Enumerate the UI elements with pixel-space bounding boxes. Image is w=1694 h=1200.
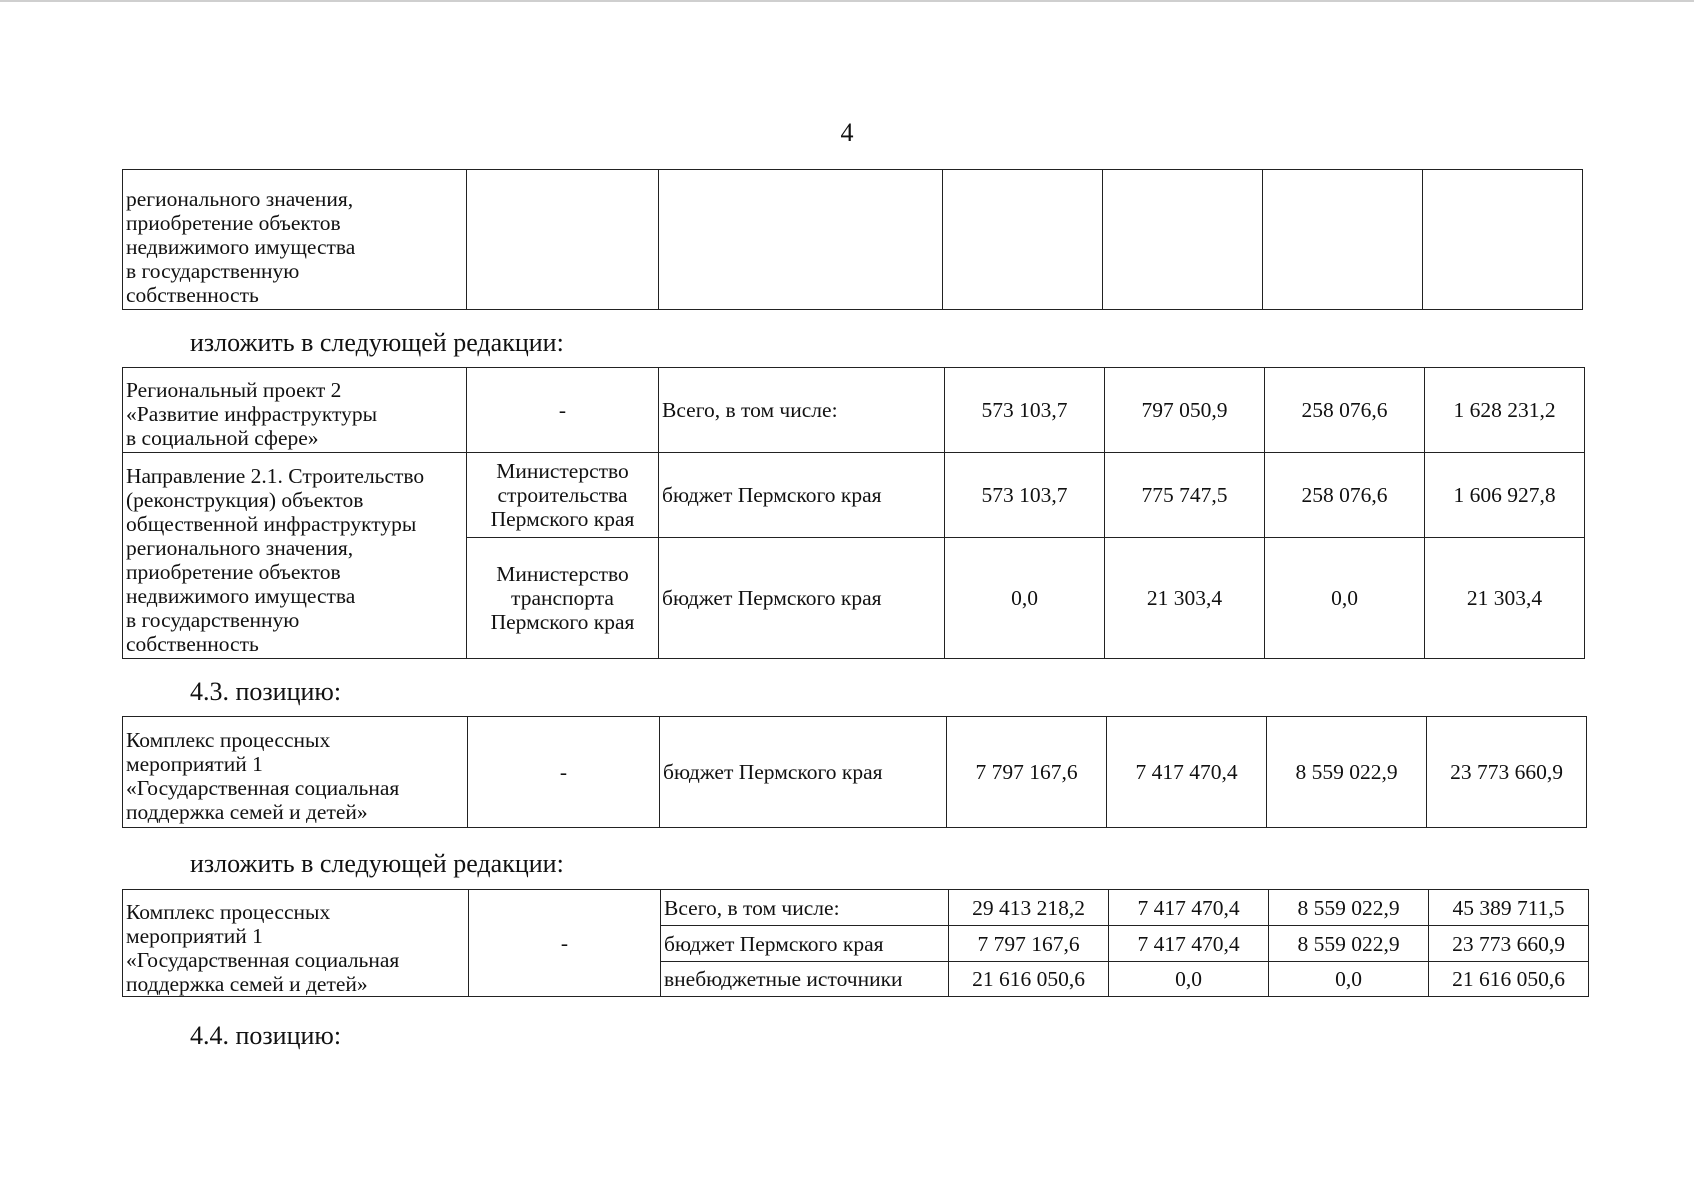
responsible-cell: - bbox=[468, 717, 660, 828]
value-cell-3: 258 076,6 bbox=[1265, 368, 1425, 453]
total-cell bbox=[1423, 170, 1583, 310]
position-name-cell: Направление 2.1. Строительство (реконструкция) объектов общественной инфраструктуры регионального значения, приобретение объектов недвижимого имущества в государственную собственность bbox=[123, 453, 467, 659]
responsible-cell bbox=[467, 170, 659, 310]
funding-source-cell: бюджет Пермского края bbox=[661, 926, 949, 962]
total-cell: 1 628 231,2 bbox=[1425, 368, 1585, 453]
value-cell-1: 0,0 bbox=[945, 538, 1105, 659]
value-cell-2: 797 050,9 bbox=[1105, 368, 1265, 453]
value-cell-1: 21 616 050,6 bbox=[949, 962, 1109, 997]
responsible-cell: Министерство транспорта Пермского края bbox=[467, 538, 659, 659]
section-4-3-heading: 4.3. позицию: bbox=[190, 677, 342, 706]
position-name-cell: Комплекс процессных мероприятий 1 «Государственная социальная поддержка семей и детей» bbox=[123, 890, 469, 997]
section-4-4-heading: 4.4. позицию: bbox=[190, 1021, 342, 1050]
table-row bbox=[123, 368, 1585, 453]
responsible-cell: - bbox=[469, 890, 661, 997]
value-cell-1: 7 797 167,6 bbox=[949, 926, 1109, 962]
instruction-edit-2: изложить в следующей редакции: bbox=[190, 849, 564, 878]
value-cell-3: 0,0 bbox=[1265, 538, 1425, 659]
value-cell-2: 21 303,4 bbox=[1105, 538, 1265, 659]
value-cell-1: 29 413 218,2 bbox=[949, 890, 1109, 926]
value-cell-3: 258 076,6 bbox=[1265, 453, 1425, 538]
value-cell-2 bbox=[1103, 170, 1263, 310]
table-process-complex-1-old bbox=[122, 716, 1587, 828]
instruction-edit-1: изложить в следующей редакции: bbox=[190, 328, 564, 357]
table-row bbox=[123, 453, 1585, 538]
value-cell-3: 8 559 022,9 bbox=[1269, 926, 1429, 962]
funding-source-cell: бюджет Пермского края bbox=[659, 538, 945, 659]
table-previous-position bbox=[122, 169, 1583, 310]
funding-source-cell: внебюджетные источники bbox=[661, 962, 949, 997]
value-cell-1: 7 797 167,6 bbox=[947, 717, 1107, 828]
value-cell-1 bbox=[943, 170, 1103, 310]
table-row bbox=[123, 170, 1583, 310]
responsible-cell: Министерство строительства Пермского края bbox=[467, 453, 659, 538]
value-cell-2: 7 417 470,4 bbox=[1107, 717, 1267, 828]
funding-source-cell: Всего, в том числе: bbox=[659, 368, 945, 453]
funding-source-cell: бюджет Пермского края bbox=[660, 717, 947, 828]
total-cell: 1 606 927,8 bbox=[1425, 453, 1585, 538]
value-cell-2: 7 417 470,4 bbox=[1109, 926, 1269, 962]
total-cell: 21 616 050,6 bbox=[1429, 962, 1589, 997]
funding-source-cell: бюджет Пермского края bbox=[659, 453, 945, 538]
total-cell: 21 303,4 bbox=[1425, 538, 1585, 659]
page-number: 4 bbox=[840, 118, 854, 147]
value-cell-1: 573 103,7 bbox=[945, 453, 1105, 538]
position-name-cell: Региональный проект 2 «Развитие инфраструктуры в социальной сфере» bbox=[123, 368, 467, 453]
total-cell: 23 773 660,9 bbox=[1429, 926, 1589, 962]
page-top-edge bbox=[0, 0, 1694, 2]
value-cell-2: 775 747,5 bbox=[1105, 453, 1265, 538]
table-row bbox=[123, 890, 1589, 926]
total-cell: 23 773 660,9 bbox=[1427, 717, 1587, 828]
table-regional-project-2 bbox=[122, 367, 1585, 659]
funding-source-cell: Всего, в том числе: bbox=[661, 890, 949, 926]
position-name-cell: Комплекс процессных мероприятий 1 «Государственная социальная поддержка семей и детей» bbox=[123, 717, 468, 828]
value-cell-1: 573 103,7 bbox=[945, 368, 1105, 453]
value-cell-3: 8 559 022,9 bbox=[1269, 890, 1429, 926]
position-name-cell: регионального значения, приобретение объектов недвижимого имущества в государственную собственность bbox=[123, 170, 467, 310]
value-cell-3: 0,0 bbox=[1269, 962, 1429, 997]
table-process-complex-1-new bbox=[122, 889, 1589, 997]
funding-source-cell bbox=[659, 170, 943, 310]
value-cell-3 bbox=[1263, 170, 1423, 310]
value-cell-2: 0,0 bbox=[1109, 962, 1269, 997]
total-cell: 45 389 711,5 bbox=[1429, 890, 1589, 926]
value-cell-3: 8 559 022,9 bbox=[1267, 717, 1427, 828]
table-row bbox=[123, 717, 1587, 828]
value-cell-2: 7 417 470,4 bbox=[1109, 890, 1269, 926]
responsible-cell: - bbox=[467, 368, 659, 453]
